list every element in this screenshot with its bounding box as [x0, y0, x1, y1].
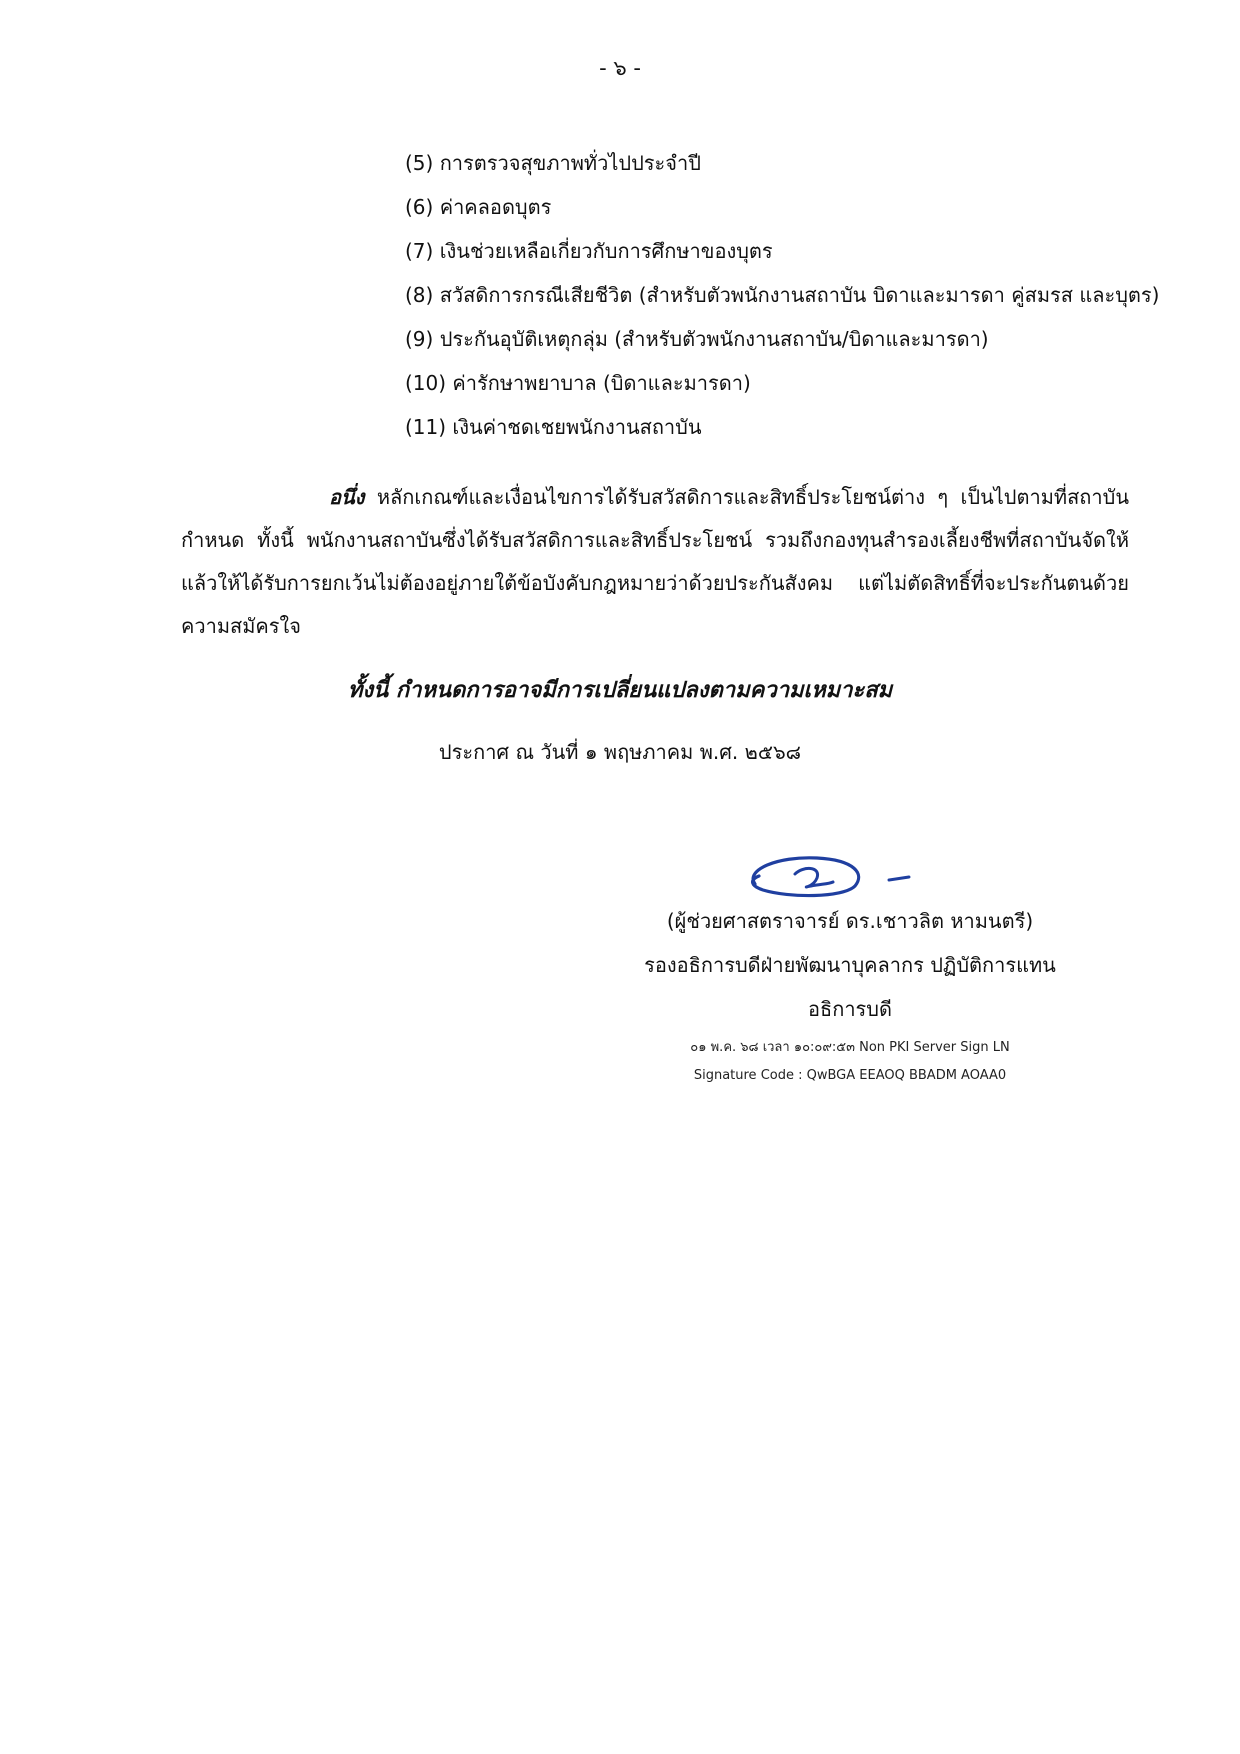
signatory-name: (ผู้ช่วยศาสตราจารย์ ดร.เชาวลิต หามนตรี) — [666, 909, 1034, 933]
paragraph-body: หลักเกณฑ์และเงื่อนไขการได้รับสวัสดิการและสิทธิ์ประโยชน์ต่าง ๆ เป็นไปตามที่สถาบันกำหนด ทั้งนี้ พนักงานสถาบันซึ่งได้รับสวัสดิการและสิทธิ์ประโยชน์ รวมถึงกองทุนสำรองเลี้ยงชีพที่สถาบันจัดให้แล้วให้ได้รับการยกเว้นไม่ต้องอยู่ภายใต้ข้อบังคับกฎหมายว่าด้วยประกันสังคม แต่ไม่ตัดสิทธิ์ที่จะประกันตนด้วยความสมัครใจ — [181, 485, 1130, 638]
conditions-paragraph — [181, 476, 1129, 648]
list-item: (6) ค่าคลอดบุตร — [405, 195, 552, 219]
signature-code: Signature Code : QwBGA EEAOQ BBADM AOAA0 — [693, 1068, 1007, 1083]
announcement-date: ประกาศ ณ วันที่ ๑ พฤษภาคม พ.ศ. ๒๕๖๘ — [438, 740, 802, 764]
signature-block — [550, 906, 1150, 1094]
list-item: (11) เงินค่าชดเชยพนักงานสถาบัน — [405, 415, 702, 439]
closing-note: ทั้งนี้ กำหนดการอาจมีการเปลี่ยนแปลงตามความเหมาะสม — [347, 678, 893, 703]
list-item: (9) ประกันอุบัติเหตุกลุ่ม (สำหรับตัวพนักงานสถาบัน/บิดาและมารดา) — [405, 327, 989, 351]
list-item: (10) ค่ารักษาพยาบาล (บิดาและมารดา) — [405, 371, 751, 395]
paragraph-lead: อนึ่ง — [329, 485, 365, 509]
handwritten-signature — [737, 846, 937, 906]
welfare-list — [405, 148, 1159, 456]
signatory-acting-for: อธิการบดี — [808, 997, 892, 1021]
page-number: - ๖ - — [599, 56, 641, 80]
signatory-position: รองอธิการบดีฝ่ายพัฒนาบุคลากร ปฏิบัติการแทน — [644, 953, 1056, 977]
sign-timestamp: ๐๑ พ.ค. ๖๘ เวลา ๑๐:๐๙:๕๓ Non PKI Server Sign LN — [690, 1040, 1010, 1055]
list-item: (5) การตรวจสุขภาพทั่วไปประจำปี — [405, 151, 701, 175]
list-item: (7) เงินช่วยเหลือเกี่ยวกับการศึกษาของบุตร — [405, 239, 773, 263]
list-item: (8) สวัสดิการกรณีเสียชีวิต (สำหรับตัวพนักงานสถาบัน บิดาและมารดา คู่สมรส และบุตร) — [405, 283, 1160, 307]
